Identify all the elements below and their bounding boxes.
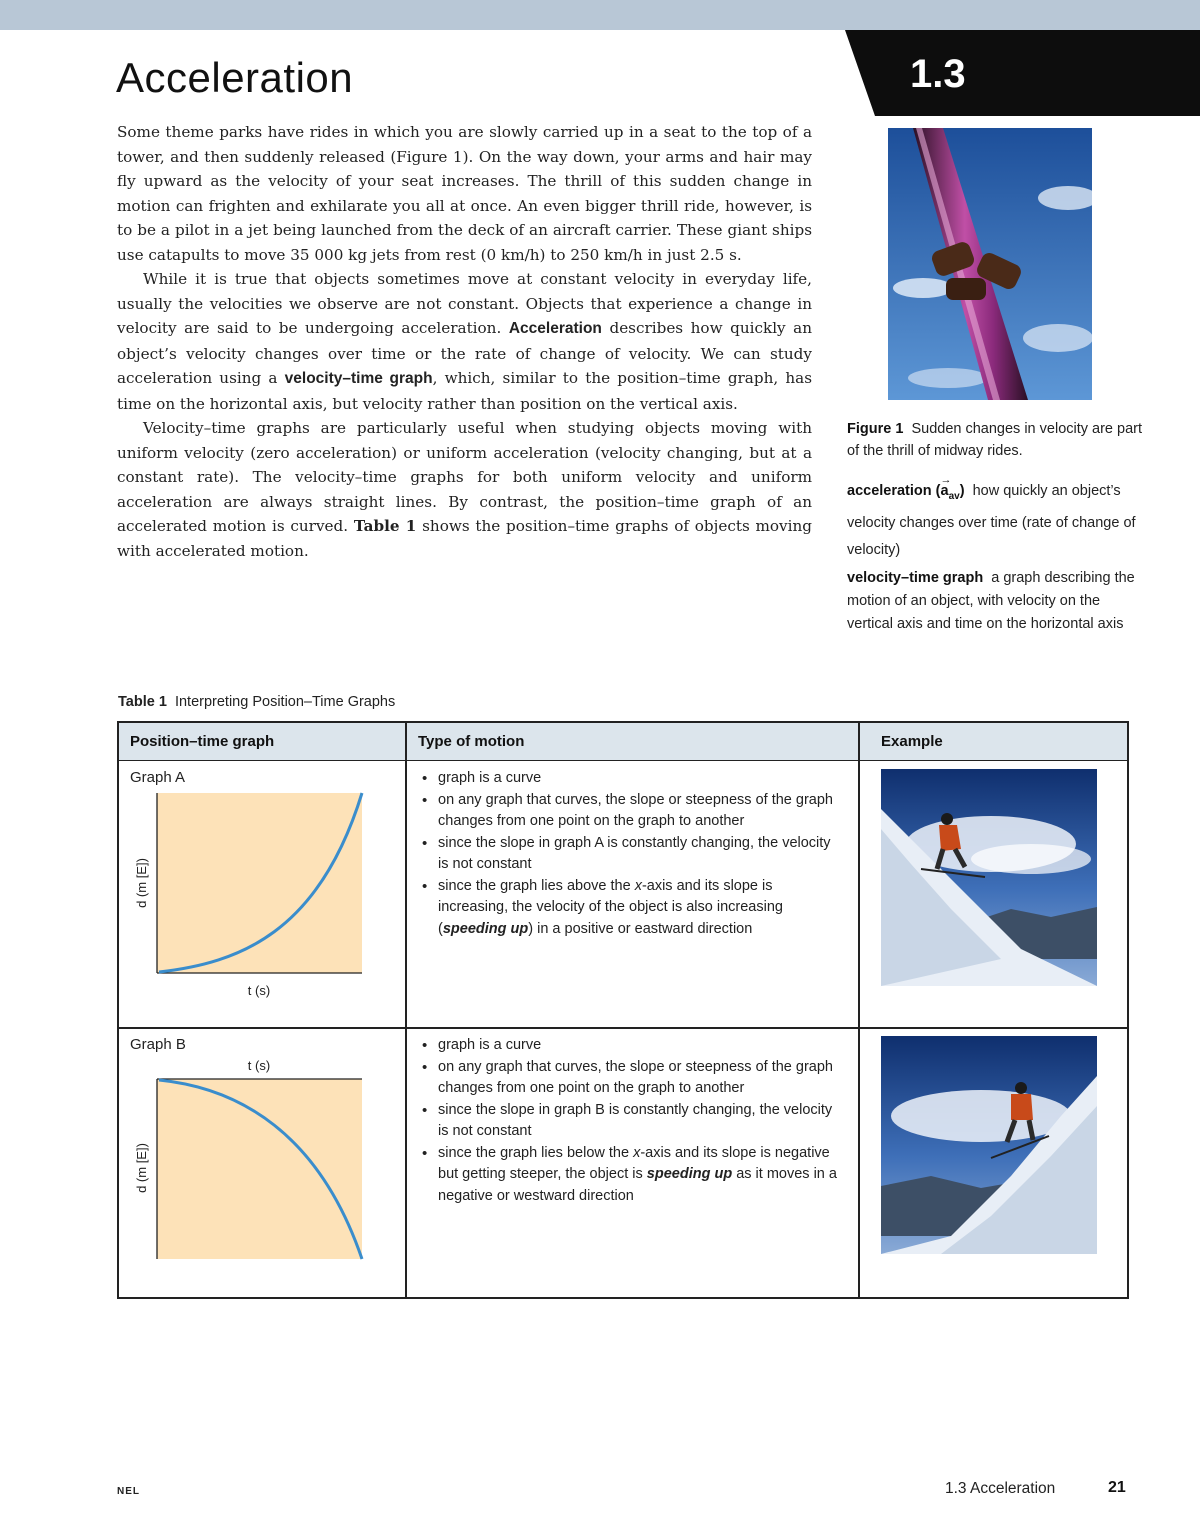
glossary-term-acceleration-close: ) <box>959 483 965 499</box>
drop-tower-photo <box>888 128 1092 400</box>
skier-image-a <box>881 769 1097 986</box>
glossary-velocity-time-graph <box>847 567 1147 636</box>
paragraph-2 <box>117 267 812 416</box>
glossary-term-acceleration-text: acceleration ( <box>847 483 941 499</box>
graph-b-x-label: t (s) <box>247 1058 271 1073</box>
graph-a-motion-list <box>419 768 844 940</box>
footer-page-number: 21 <box>1108 1479 1126 1496</box>
graph-b-area <box>157 1079 362 1259</box>
list-item-text: -axis and its slope is increasing, the velocity of the object is also increasing ( <box>438 877 783 937</box>
figure-1-image <box>888 128 1092 400</box>
table-label: Table 1 <box>118 694 167 710</box>
section-number: 1.3 <box>910 52 966 96</box>
vector-a-symbol <box>940 474 952 505</box>
table-caption <box>118 694 395 710</box>
paragraph-3-part-a: Velocity–time graphs are particularly useful when studying objects moving with uniform velocity (zero acceleration) or uniform acceleration (velocity changing, but at a constant rate). The velocity–time graphs for both uniform velocity and uniform acceleration are always straight lines. By contrast, the position–time graph of an accelerated motion is curved. <box>117 419 812 535</box>
header-type-of-motion: Type of motion <box>418 733 525 750</box>
graph-b-y-label: d (m [E]) <box>134 1143 149 1193</box>
list-item-text: ) in a positive or eastward direction <box>528 920 753 937</box>
skier-photo-a <box>881 769 1097 986</box>
top-color-band <box>0 0 1200 30</box>
graph-a-x-label: t (s) <box>247 983 271 998</box>
figure-1-caption-text: Sudden changes in velocity are part of the thrill of midway rides. <box>847 421 1143 459</box>
emphasis-speeding-up: speeding up <box>646 1166 733 1182</box>
graph-b <box>119 1053 405 1268</box>
paragraph-1: Some theme parks have rides in which you are slowly carried up in a seat to the top of a tower, and then suddenly released (Figure 1). On the way down, your arms and hair may fly upward as the velocity of your seat increases. The thrill of this sudden change in motion can frighten and exhilarate you all at once. An even bigger thrill ride, however, is to be a pilot in a jet being launched from the deck of an aircraft carrier. These giant ships use catapults to move 35 000 kg jets from rest (0 km/h) to 250 km/h in just 2.5 s. <box>117 123 812 264</box>
list-item: • on any graph that curves, the slope or steepness of the graph changes from one point on the graph to another <box>419 790 844 833</box>
page-title: Acceleration <box>116 54 354 101</box>
table-reference: Table 1 <box>353 517 417 535</box>
graph-a <box>119 783 405 1013</box>
glossary-term-acceleration <box>847 474 965 502</box>
column-divider <box>858 723 860 1297</box>
vector-subscript: av <box>948 490 960 502</box>
axis-symbol: x <box>633 1144 641 1161</box>
footer-publisher: NEL <box>117 1486 140 1497</box>
list-item: • since the slope in graph A is constantly changing, the velocity is not constant <box>419 833 844 876</box>
list-item: • graph is a curve <box>419 768 844 790</box>
emphasis-speeding-up: speeding up <box>442 920 529 937</box>
glossary-definition-acceleration: how quickly an object’s velocity changes over time (rate of change of velocity) <box>847 483 1136 558</box>
glossary-acceleration <box>847 474 1147 563</box>
skier-photo-b <box>881 1036 1097 1254</box>
graph-a-y-label: d (m [E]) <box>134 858 149 908</box>
graph-a-title: Graph A <box>130 769 186 786</box>
column-divider <box>405 723 407 1297</box>
skier-image-b <box>881 1036 1097 1254</box>
footer-section: 1.3 Acceleration <box>945 1480 1056 1497</box>
list-item: • on any graph that curves, the slope or steepness of the graph changes from one point on the graph to another <box>419 1057 844 1100</box>
list-item: • graph is a curve <box>419 1035 844 1057</box>
list-item-text: since the graph lies above the <box>438 877 635 894</box>
glossary-definition-velocity-time-graph: a graph describing the motion of an object, with velocity on the vertical axis and time on the horizontal axis <box>847 570 1135 632</box>
list-item-text: as it moves in a negative or westward direction <box>438 1166 837 1204</box>
glossary-term-velocity-time-graph: velocity–time graph <box>847 570 984 586</box>
paragraph-3-part-b: shows the position–time graphs of objects moving with accelerated motion. <box>117 517 812 560</box>
figure-1-label: Figure 1 <box>847 421 904 437</box>
paragraph-3 <box>117 416 812 563</box>
graph-b-title: Graph B <box>130 1036 186 1053</box>
list-item <box>419 876 844 941</box>
graph-a-area <box>157 793 362 973</box>
paragraph-2-part-b: describes how quickly an object’s velocity changes over time or the rate of change of velocity. We can study acceleration using a <box>117 319 813 387</box>
term-acceleration: Acceleration <box>508 320 602 337</box>
header-example: Example <box>881 733 943 750</box>
section-tab <box>845 30 1200 116</box>
list-item-text: -axis and its slope is negative but getting steeper, the object is <box>438 1144 830 1182</box>
list-item <box>419 1143 844 1208</box>
vector-arrow-icon: → <box>940 474 952 486</box>
position-time-table <box>117 721 1129 1299</box>
term-velocity-time-graph: velocity–time graph <box>284 370 433 387</box>
axis-symbol: x <box>634 877 642 894</box>
paragraph-2-part-c: , which, similar to the position–time graph, has time on the horizontal axis, but velocity rather than position on the vertical axis. <box>117 369 813 413</box>
header-position-time-graph: Position–time graph <box>130 733 275 750</box>
list-item: • since the slope in graph B is constantly changing, the velocity is not constant <box>419 1100 844 1143</box>
vector-a-letter: a <box>940 483 949 499</box>
table-caption-text: Interpreting Position–Time Graphs <box>174 694 396 710</box>
list-item-text: since the graph lies below the <box>438 1144 634 1161</box>
graph-b-motion-list <box>419 1035 844 1207</box>
figure-1-caption <box>847 418 1147 462</box>
paragraph-2-part-a: While it is true that objects sometimes move at constant velocity in everyday life, usually the velocities we observe are not constant. Objects that experience a change in velocity are said to be undergoing acceleration. <box>117 270 812 337</box>
table-header-row <box>119 723 1127 761</box>
row-divider <box>119 1027 1127 1029</box>
body-text <box>117 120 812 563</box>
